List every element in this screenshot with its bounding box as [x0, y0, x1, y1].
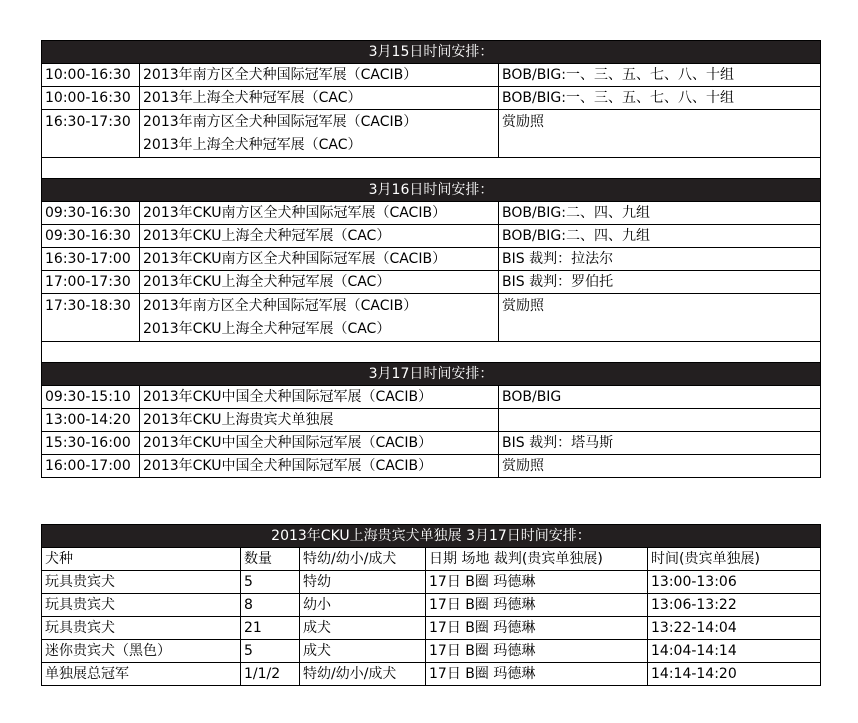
poodle-cell: 21 [241, 617, 300, 640]
schedule-row [42, 409, 821, 432]
event-line: 2013年CKU南方区全犬种国际冠军展（CACIB） [143, 251, 447, 267]
event-cell [140, 248, 499, 271]
poodle-cell: 17日 B圈 玛德琳 [426, 594, 648, 617]
note-cell: BOB/BIG:二、四、九组 [499, 202, 821, 225]
note-cell: BIS 裁判：罗伯托 [499, 271, 821, 294]
note-cell: BOB/BIG:一、三、五、七、八、十组 [499, 64, 821, 87]
poodle-show-table [41, 524, 821, 686]
poodle-cell: 5 [241, 571, 300, 594]
time-cell: 10:00-16:30 [42, 87, 140, 110]
event-cell [140, 386, 499, 409]
schedule-row [42, 455, 821, 478]
event-cell [140, 271, 499, 294]
poodle-row [42, 571, 821, 594]
note-cell: BIS 裁判：塔马斯 [499, 432, 821, 455]
time-cell: 10:00-16:30 [42, 64, 140, 87]
poodle-row [42, 594, 821, 617]
event-line: 2013年CKU上海全犬种冠军展（CAC） [143, 228, 391, 244]
poodle-cell: 14:14-14:20 [648, 663, 821, 686]
poodle-cell: 迷你贵宾犬（黑色） [42, 640, 241, 663]
event-line: 2013年CKU上海全犬种冠军展（CAC） [143, 274, 391, 290]
spacer-row [42, 158, 821, 179]
schedule-row [42, 110, 821, 158]
poodle-row [42, 663, 821, 686]
note-cell: BOB/BIG [499, 386, 821, 409]
poodle-cell: 玩具贵宾犬 [42, 594, 241, 617]
event-line: 2013年CKU中国全犬种国际冠军展（CACIB） [143, 389, 433, 405]
spacer-row [42, 342, 821, 363]
note-cell: 赏励照 [499, 455, 821, 478]
time-cell: 17:30-18:30 [42, 294, 140, 342]
time-cell: 15:30-16:00 [42, 432, 140, 455]
schedule-row [42, 248, 821, 271]
poodle-cell: 5 [241, 640, 300, 663]
poodle-cell: 17日 B圈 玛德琳 [426, 663, 648, 686]
column-header: 数量 [241, 548, 300, 571]
poodle-cell: 单独展总冠军 [42, 663, 241, 686]
poodle-cell: 17日 B圈 玛德琳 [426, 571, 648, 594]
poodle-cell: 1/1/2 [241, 663, 300, 686]
time-cell: 09:30-16:30 [42, 202, 140, 225]
poodle-cell: 成犬 [300, 617, 426, 640]
column-header: 犬种 [42, 548, 241, 571]
poodle-cell: 特幼/幼小/成犬 [300, 663, 426, 686]
event-cell [140, 225, 499, 248]
time-cell: 17:00-17:30 [42, 271, 140, 294]
event-cell [140, 455, 499, 478]
day-header: 3月15日时间安排： [42, 41, 821, 64]
event-line: 2013年CKU上海全犬种冠军展（CAC） [143, 321, 391, 337]
poodle-show-body [42, 525, 821, 686]
schedule-row [42, 294, 821, 342]
poodle-header-row [42, 525, 821, 548]
time-cell: 09:30-15:10 [42, 386, 140, 409]
column-header: 日期 场地 裁判(贵宾单独展) [426, 548, 648, 571]
note-cell: 赏励照 [499, 294, 821, 342]
poodle-cell: 8 [241, 594, 300, 617]
event-line: 2013年CKU上海贵宾犬单独展 [143, 412, 334, 428]
event-cell [140, 294, 499, 342]
schedule-table [41, 40, 821, 478]
event-line: 2013年南方区全犬种国际冠军展（CACIB） [143, 67, 418, 83]
schedule-row [42, 432, 821, 455]
schedule-row [42, 64, 821, 87]
poodle-cell: 玩具贵宾犬 [42, 617, 241, 640]
spacer-cell [42, 342, 821, 363]
day-header-row [42, 179, 821, 202]
time-cell: 13:00-14:20 [42, 409, 140, 432]
schedule-row [42, 225, 821, 248]
column-header: 时间(贵宾单独展) [648, 548, 821, 571]
event-cell [140, 409, 499, 432]
schedule-row [42, 271, 821, 294]
event-line: 2013年CKU中国全犬种国际冠军展（CACIB） [143, 435, 433, 451]
event-cell [140, 110, 499, 158]
column-header: 特幼/幼小/成犬 [300, 548, 426, 571]
note-cell: BIS 裁判：拉法尔 [499, 248, 821, 271]
poodle-cell: 17日 B圈 玛德琳 [426, 617, 648, 640]
event-line: 2013年上海全犬种冠军展（CAC） [143, 137, 362, 153]
poodle-cell: 特幼 [300, 571, 426, 594]
day-header-row [42, 41, 821, 64]
schedule-row [42, 87, 821, 110]
event-cell [140, 64, 499, 87]
note-cell: 赏励照 [499, 110, 821, 158]
poodle-cell: 13:00-13:06 [648, 571, 821, 594]
time-cell: 09:30-16:30 [42, 225, 140, 248]
poodle-cell: 14:04-14:14 [648, 640, 821, 663]
time-cell: 16:30-17:30 [42, 110, 140, 158]
poodle-header: 2013年CKU上海贵宾犬单独展 3月17日时间安排： [42, 525, 821, 548]
poodle-cell: 玩具贵宾犬 [42, 571, 241, 594]
event-line: 2013年南方区全犬种国际冠军展（CACIB） [143, 298, 418, 314]
event-line: 2013年CKU中国全犬种国际冠军展（CACIB） [143, 458, 433, 474]
event-line: 2013年上海全犬种冠军展（CAC） [143, 90, 362, 106]
poodle-cell: 17日 B圈 玛德琳 [426, 640, 648, 663]
poodle-cell: 成犬 [300, 640, 426, 663]
poodle-cell: 13:06-13:22 [648, 594, 821, 617]
schedule-row [42, 202, 821, 225]
note-cell: BOB/BIG:二、四、九组 [499, 225, 821, 248]
event-cell [140, 87, 499, 110]
day-header: 3月17日时间安排： [42, 363, 821, 386]
time-cell: 16:30-17:00 [42, 248, 140, 271]
event-line: 2013年南方区全犬种国际冠军展（CACIB） [143, 114, 418, 130]
day-header-row [42, 363, 821, 386]
poodle-row [42, 640, 821, 663]
poodle-row [42, 617, 821, 640]
note-cell [499, 409, 821, 432]
schedule-body [42, 41, 821, 478]
day-header: 3月16日时间安排： [42, 179, 821, 202]
schedule-row [42, 386, 821, 409]
event-cell [140, 202, 499, 225]
note-cell: BOB/BIG:一、三、五、七、八、十组 [499, 87, 821, 110]
column-header-row [42, 548, 821, 571]
poodle-cell: 13:22-14:04 [648, 617, 821, 640]
poodle-cell: 幼小 [300, 594, 426, 617]
time-cell: 16:00-17:00 [42, 455, 140, 478]
event-cell [140, 432, 499, 455]
event-line: 2013年CKU南方区全犬种国际冠军展（CACIB） [143, 205, 447, 221]
spacer-cell [42, 158, 821, 179]
